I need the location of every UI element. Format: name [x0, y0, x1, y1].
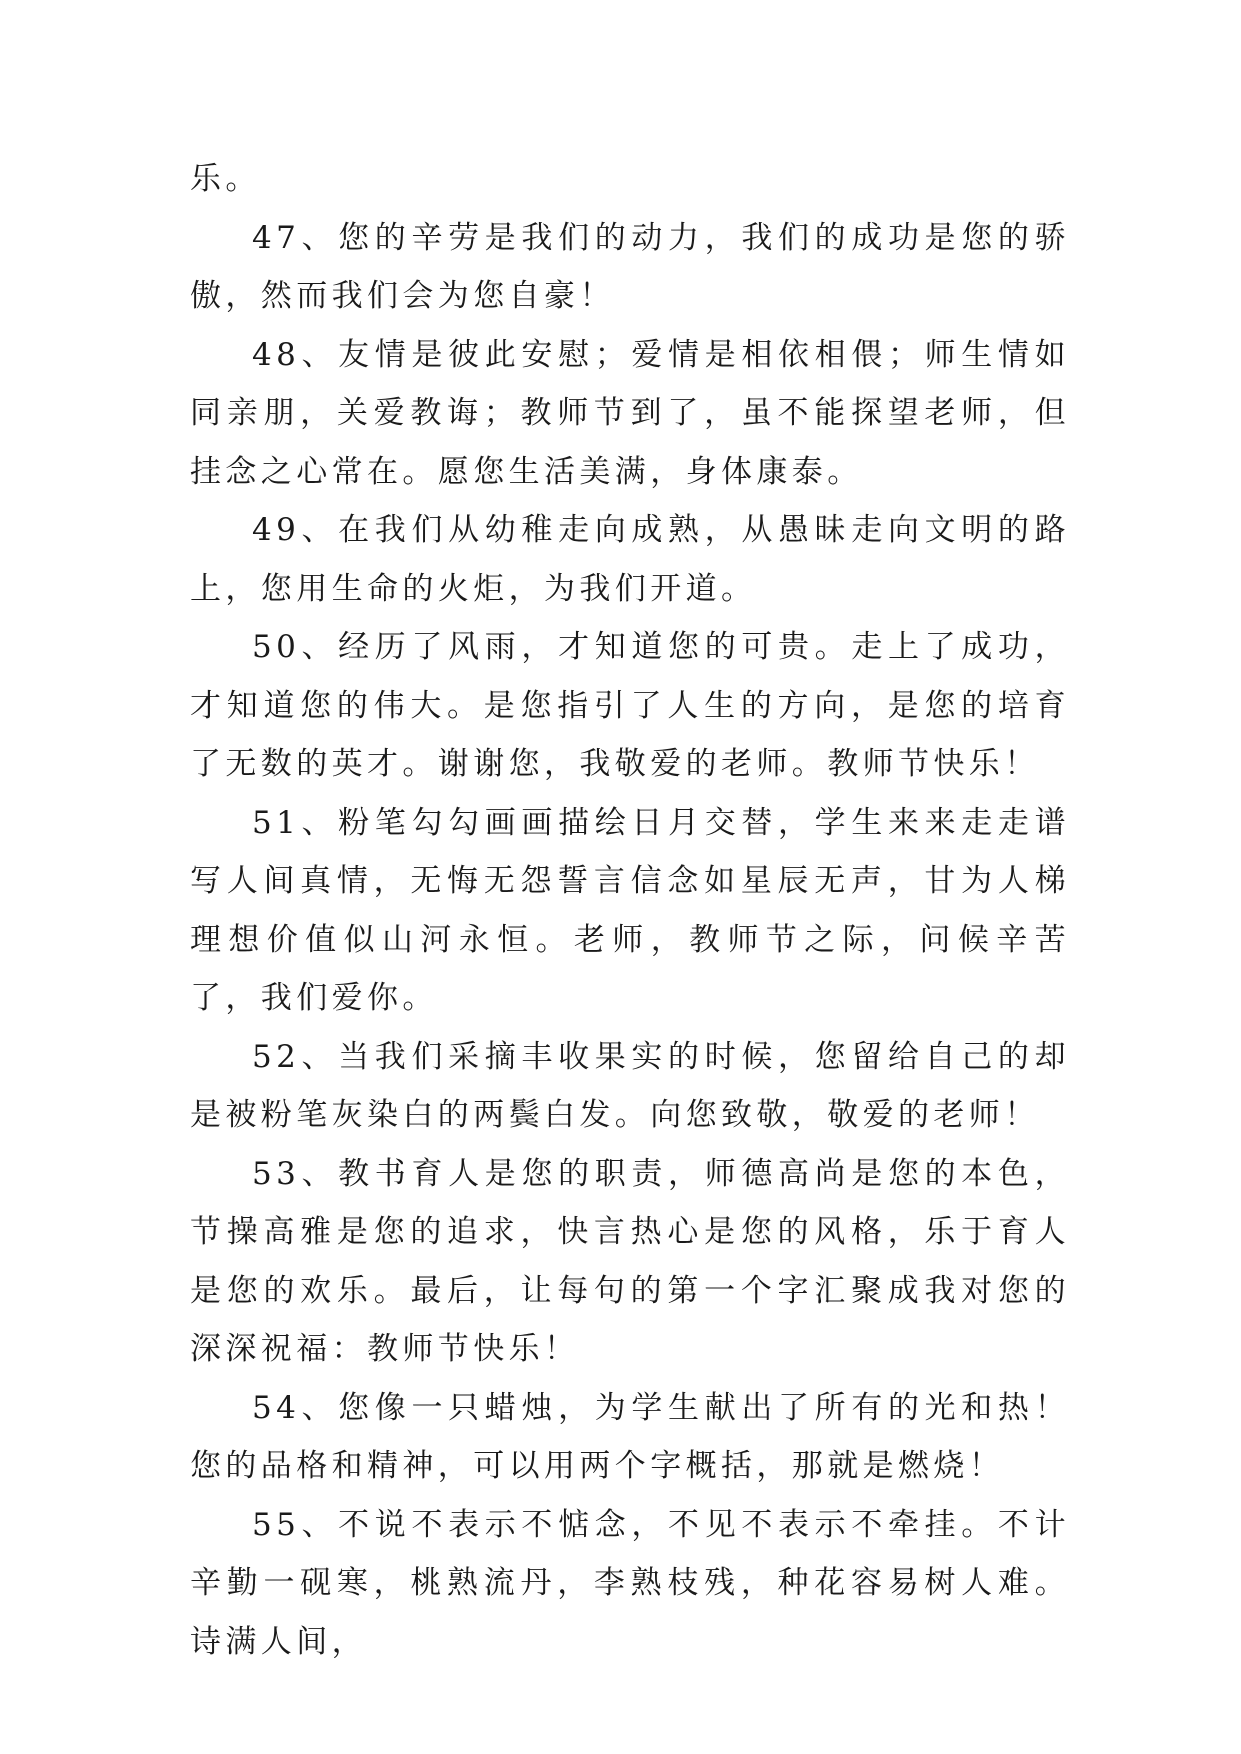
paragraph-49: 49、在我们从幼稚走向成熟，从愚昧走向文明的路上，您用生命的火炬，为我们开道。 — [190, 512, 1070, 607]
paragraph-55: 55、不说不表示不惦念，不见不表示不牵挂。不计辛勤一砚寒，桃熟流丹，李熟枝残，种花容易树人难。诗满人间， — [190, 1506, 1070, 1660]
paragraph-53: 53、教书育人是您的职责，师德高尚是您的本色，节操高雅是您的追求，快言热心是您的风格，乐于育人是您的欢乐。最后，让每句的第一个字汇聚成我对您的深深祝福：教师节快乐！ — [190, 1155, 1070, 1367]
paragraph-51: 51、粉笔勾勾画画描绘日月交替，学生来来走走谱写人间真情，无悔无怨誓言信念如星辰无声，甘为人梯理想价值似山河永恒。老师，教师节之际，问候辛苦了，我们爱你。 — [190, 804, 1070, 1016]
paragraph-54: 54、您像一只蜡烛，为学生献出了所有的光和热！您的品格和精神，可以用两个字概括，那就是燃烧！ — [190, 1389, 1070, 1484]
paragraph-48: 48、友情是彼此安慰；爱情是相依相偎；师生情如同亲朋，关爱教诲；教师节到了，虽不能探望老师，但挂念之心常在。愿您生活美满，身体康泰。 — [190, 336, 1070, 490]
paragraph-52: 52、当我们采摘丰收果实的时候，您留给自己的却是被粉笔灰染白的两鬓白发。向您致敬，敬爱的老师！ — [190, 1038, 1070, 1133]
paragraph-50: 50、经历了风雨，才知道您的可贵。走上了成功，才知道您的伟大。是您指引了人生的方向，是您的培育了无数的英才。谢谢您，我敬爱的老师。教师节快乐！ — [190, 629, 1070, 782]
document-page — [190, 150, 1070, 1671]
paragraph-47: 47、您的辛劳是我们的动力，我们的成功是您的骄傲，然而我们会为您自豪！ — [190, 219, 1070, 314]
paragraph-continuation: 乐。 — [190, 161, 261, 197]
